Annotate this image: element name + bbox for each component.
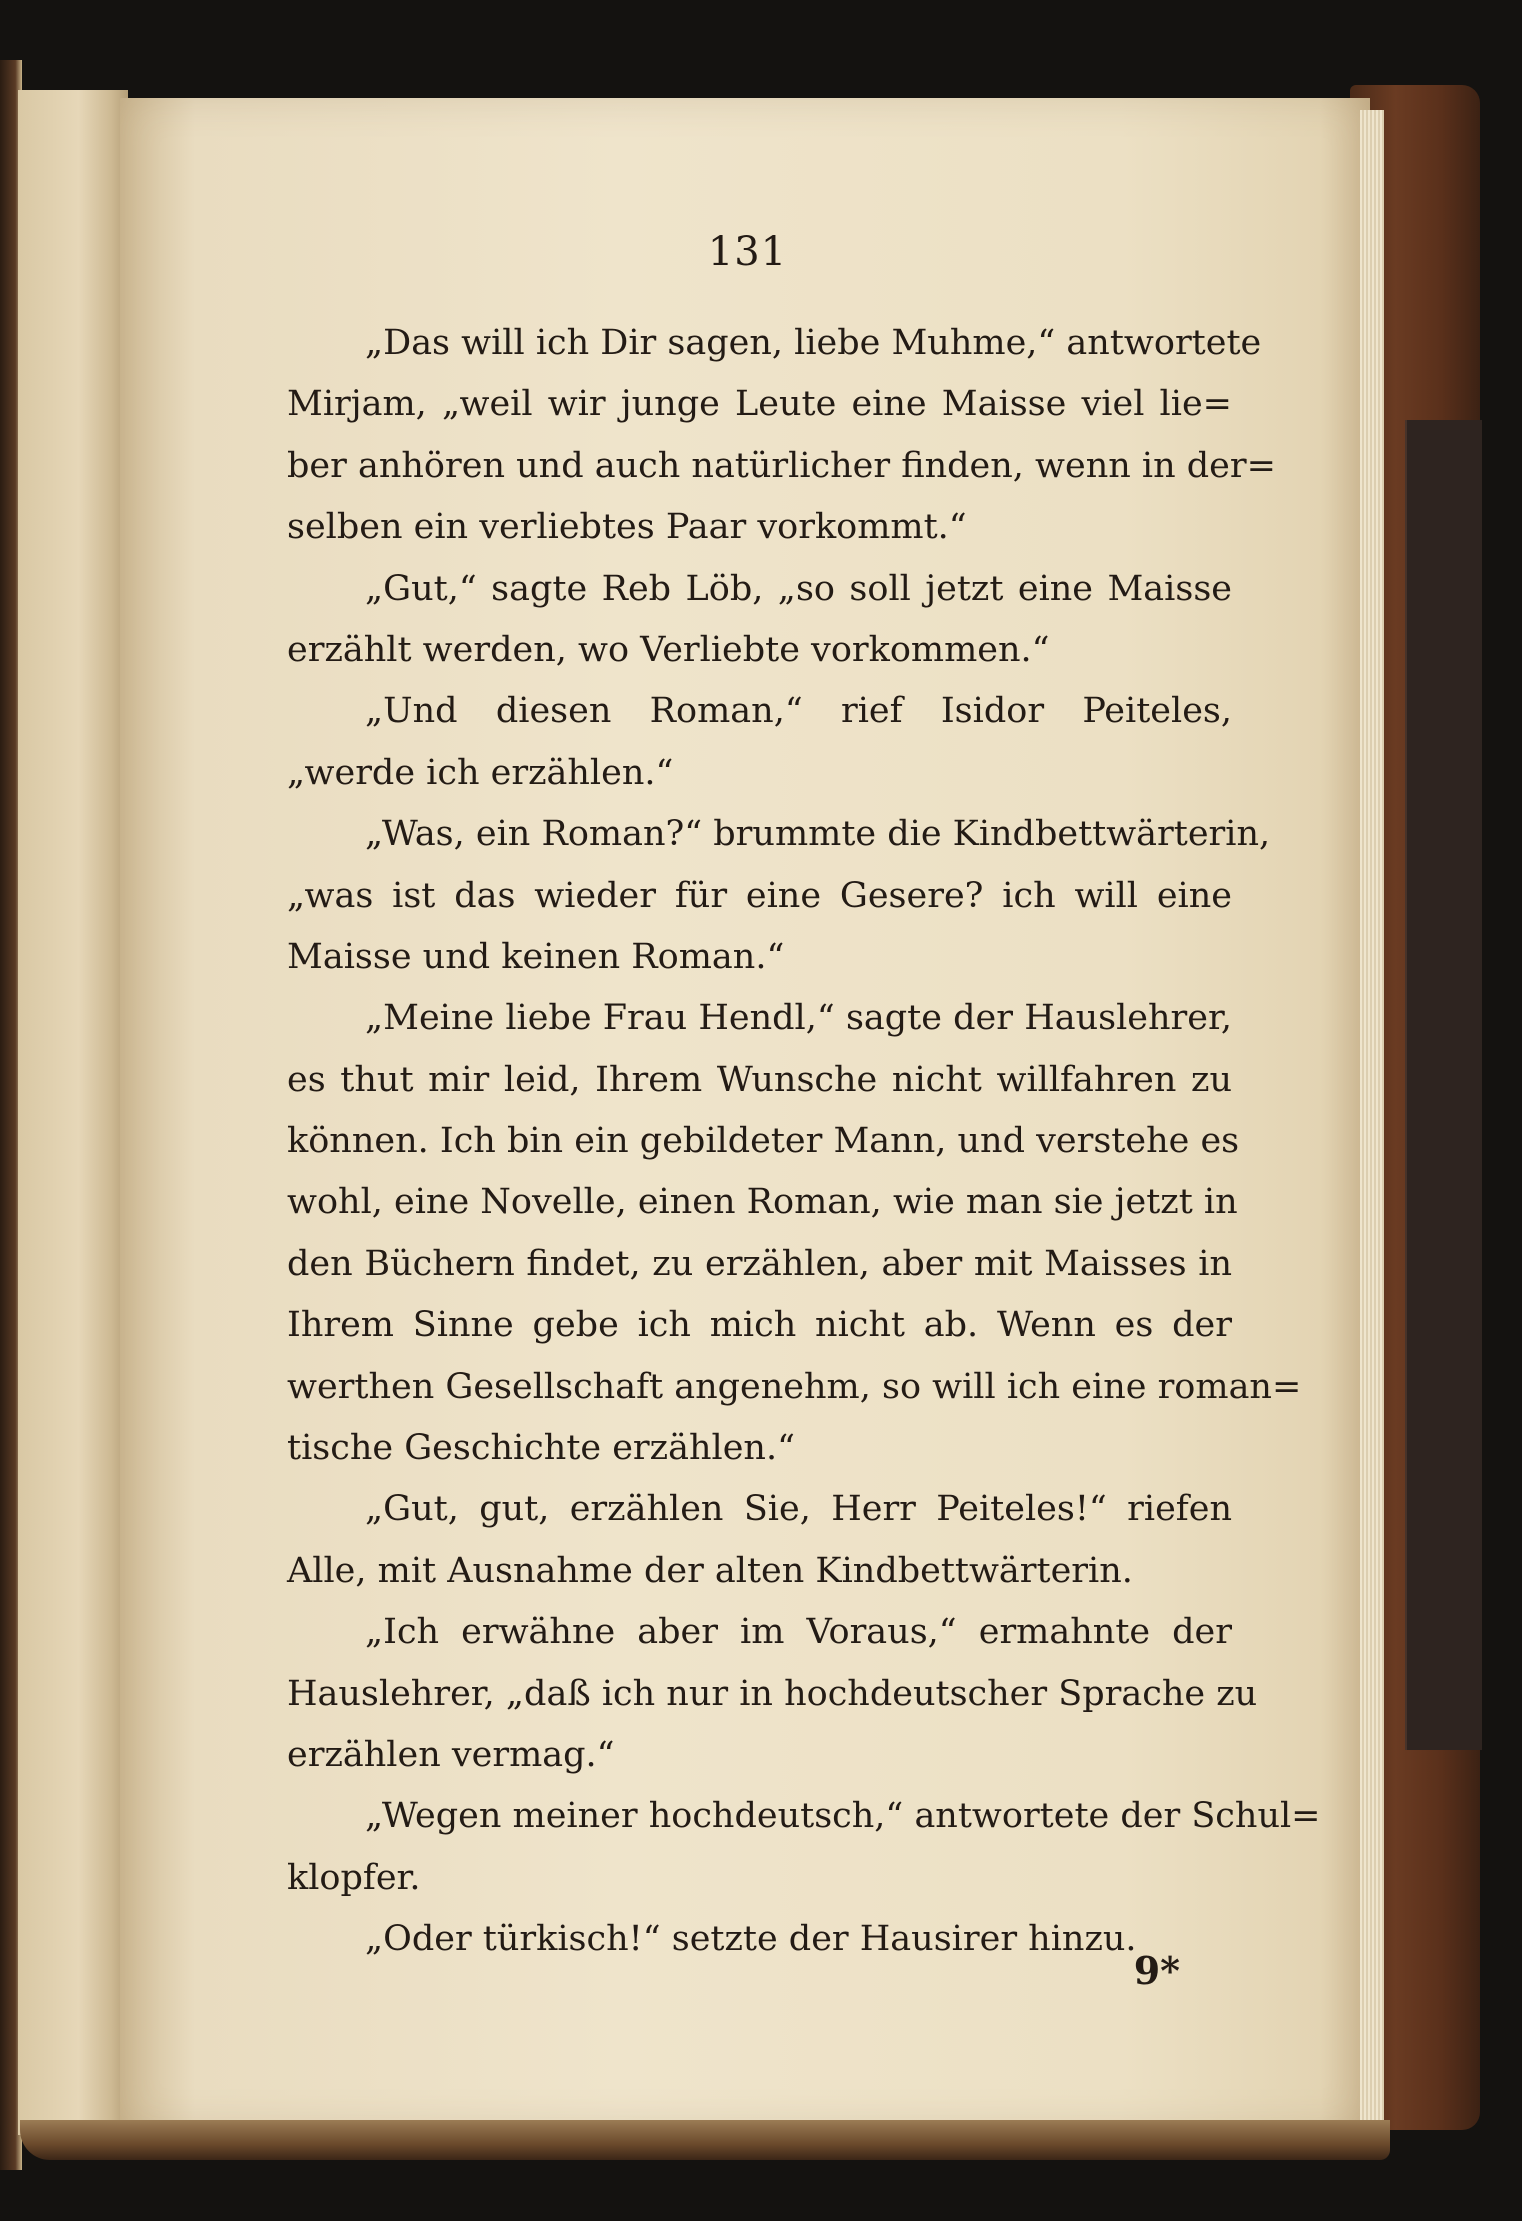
text-line: klopfer. [287,1857,421,1898]
text-line: Mirjam, „weil wir junge Leute eine Maisse viel lie= [287,384,1232,425]
page-number: 131 [707,229,788,275]
paragraph [287,988,1302,1479]
paragraph [287,1786,1321,1909]
facing-page-edge [18,90,128,2135]
text-line: „was ist das wieder für eine Gesere? ich will eine [287,875,1232,916]
text-line: „Oder türkisch!“ setzte der Hausirer hinzu. [365,1919,1137,1960]
text-line: „Meine liebe Frau Hendl,“ sagte der Hauslehrer, [365,998,1232,1039]
text-line: ber anhören und auch natürlicher finden, wenn in der= [287,445,1276,486]
text-line: „werde ich erzählen.“ [287,752,674,793]
text-line: „Und diesen Roman,“ rief Isidor Peiteles, [365,691,1232,732]
signature-mark: 9* [1133,1948,1180,1993]
book-bottom-edge [20,2120,1390,2160]
text-line: wohl, eine Novelle, einen Roman, wie man sie jetzt in [287,1182,1238,1223]
text-line: Maisse und keinen Roman.“ [287,936,785,977]
paragraph [287,1479,1232,1602]
text-line: erzählen vermag.“ [287,1734,615,1775]
text-line: tische Geschichte erzählen.“ [287,1428,795,1469]
text-line: werthen Gesellschaft angenehm, so will ich eine roman= [287,1366,1302,1407]
paragraph [287,804,1271,988]
paragraph [287,681,1232,804]
text-line: „Das will ich Dir sagen, liebe Muhme,“ antwortete [365,323,1262,363]
paragraph [287,1909,1232,1970]
text-line: selben ein verliebtes Paar vorkommt.“ [287,507,967,548]
text-line: erzählt werden, wo Verliebte vorkommen.“ [287,629,1050,670]
text-line: „Gut, gut, erzählen Sie, Herr Peiteles!“ riefen [365,1489,1232,1530]
book-cover-inner [1405,420,1482,1750]
text-line: Alle, mit Ausnahme der alten Kindbettwärterin. [287,1550,1133,1591]
text-line: „Was, ein Roman?“ brummte die Kindbettwärterin, [365,814,1271,855]
text-line: Hauslehrer, „daß ich nur in hochdeutscher Sprache zu [287,1673,1258,1714]
text-line: „Ich erwähne aber im Voraus,“ ermahnte der [365,1612,1232,1653]
text-line: „Gut,“ sagte Reb Löb, „so soll jetzt eine Maisse [365,568,1232,609]
text-line: Ihrem Sinne gebe ich mich nicht ab. Wenn es der [287,1305,1232,1346]
text-line: den Büchern findet, zu erzählen, aber mit Maisses in [287,1243,1232,1284]
text-line: es thut mir leid, Ihrem Wunsche nicht willfahren zu [287,1059,1232,1100]
text-line: können. Ich bin ein gebildeter Mann, und verstehe es [287,1121,1240,1162]
paragraph [287,559,1232,682]
paragraph [287,313,1276,559]
text-line: „Wegen meiner hochdeutsch,“ antwortete der Schul= [365,1796,1321,1837]
paragraph-list [287,313,1321,1971]
page-block-edges [1360,110,1384,2120]
paragraph [287,1602,1258,1786]
